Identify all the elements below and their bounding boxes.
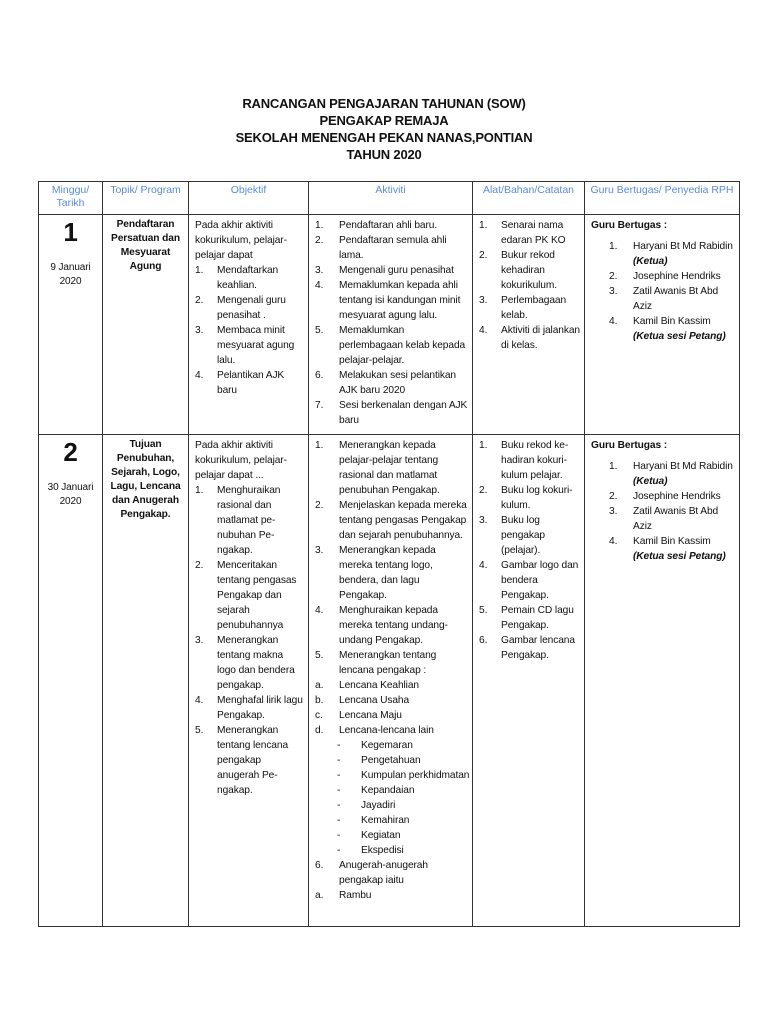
- doc-title-line2: PENGAKAP REMAJA: [319, 113, 449, 128]
- teacher-role: (Ketua sesi Petang): [633, 331, 726, 342]
- list-item: [195, 293, 304, 323]
- teacher-item: [609, 459, 735, 489]
- objektif-intro: Pada akhir aktiviti kokurikulum, pelajar-pelajar dapat ...: [195, 440, 287, 481]
- item-marker: -: [337, 755, 341, 766]
- item-text: Menerangkan kepada pelajar-pelajar tentang rasional dan matlamat penubuhan Pengakap.: [339, 440, 440, 496]
- item-number: a.: [315, 680, 324, 691]
- list-item: [195, 558, 304, 633]
- item-number: 2.: [195, 560, 204, 571]
- header-topik: Topik/ Program: [103, 182, 189, 215]
- item-text: Lencana-lencana lain: [339, 725, 434, 736]
- list-item: [195, 323, 304, 368]
- item-number: 3.: [315, 545, 324, 556]
- header-aktiviti: Aktiviti: [309, 182, 473, 215]
- teacher-number: 4.: [609, 536, 618, 547]
- item-marker: -: [337, 800, 341, 811]
- week-date: 9 Januari 2020: [50, 262, 91, 287]
- teacher-name: Haryani Bt Md Rabidin: [633, 461, 733, 472]
- cell-objektif: [189, 435, 309, 927]
- teacher-number: 3.: [609, 506, 618, 517]
- list-item: [315, 678, 468, 693]
- list-item: [195, 263, 304, 293]
- list-item: [315, 368, 468, 398]
- item-text: Anugerah-anugerah pengakap iaitu: [339, 860, 428, 886]
- list-item: [315, 263, 468, 278]
- item-text: Buku log kokuri-kulum.: [501, 485, 573, 511]
- item-text: Menerangkan tentang makna logo dan bendera pengakap.: [217, 635, 295, 691]
- list-item: [479, 483, 580, 513]
- item-text: Gambar logo dan bendera Pengakap.: [501, 560, 579, 601]
- item-number: 4.: [479, 560, 488, 571]
- item-number: 1.: [195, 265, 204, 276]
- list-item: [315, 398, 468, 428]
- teacher-name: Zatil Awanis Bt Abd Aziz: [633, 506, 719, 532]
- list-item: [315, 888, 468, 903]
- item-number: 3.: [195, 325, 204, 336]
- item-text: Menghuraikan kepada mereka tentang undang-undang Pengakap.: [339, 605, 448, 646]
- item-text: Menerangkan tentang lencana pengakap :: [339, 650, 437, 676]
- list-item: [479, 438, 580, 483]
- list-item: [195, 633, 304, 693]
- guru-list: [585, 453, 739, 564]
- objektif-list: [189, 483, 308, 798]
- lencana-list: [309, 678, 472, 738]
- item-number: 6.: [315, 370, 324, 381]
- teacher-item: [609, 489, 735, 504]
- item-text: Pelantikan AJK baru: [217, 370, 285, 396]
- list-item: [479, 558, 580, 603]
- item-text: Aktiviti di jalankan di kelas.: [501, 325, 580, 351]
- anugerah-list: [309, 888, 472, 903]
- item-number: 2.: [195, 295, 204, 306]
- list-item: [337, 783, 472, 798]
- item-text: Buku log pengakap (pelajar).: [501, 515, 545, 556]
- item-text: Kepandaian: [361, 785, 415, 796]
- item-number: 5.: [315, 650, 324, 661]
- item-text: Pengetahuan: [361, 755, 421, 766]
- list-item: [337, 768, 472, 783]
- list-item: [315, 648, 468, 678]
- item-text: Bukur rekod kehadiran kokurikulum.: [501, 250, 557, 291]
- objektif-list: [189, 263, 308, 398]
- item-text: Kegemaran: [361, 740, 413, 751]
- objektif-intro: Pada akhir aktiviti kokurikulum, pelajar-pelajar dapat: [195, 220, 287, 261]
- item-number: 2.: [315, 500, 324, 511]
- item-number: 3.: [479, 295, 488, 306]
- teacher-name: Josephine Hendriks: [633, 271, 721, 282]
- item-number: 7.: [315, 400, 324, 411]
- item-number: 4.: [479, 325, 488, 336]
- table-header-row: [39, 182, 740, 215]
- item-text: Mengenali guru penasihat .: [217, 295, 286, 321]
- aktiviti-list: [309, 438, 472, 678]
- item-text: Menghafal lirik lagu Pengakap.: [217, 695, 303, 721]
- item-text: Kemahiran: [361, 815, 410, 826]
- teacher-item: [609, 534, 735, 564]
- item-number: 3.: [195, 635, 204, 646]
- cell-alat: [473, 435, 585, 927]
- teacher-item: [609, 284, 735, 314]
- item-marker: -: [337, 785, 341, 796]
- list-item: [195, 368, 304, 398]
- item-text: Membaca minit mesyuarat agung lalu.: [217, 325, 295, 366]
- list-item: [479, 218, 580, 248]
- table-row: [39, 435, 740, 927]
- item-text: Pemain CD lagu Pengakap.: [501, 605, 574, 631]
- header-guru: Guru Bertugas/ Penyedia RPH: [585, 182, 740, 215]
- aktiviti-list-cont: [309, 858, 472, 888]
- item-text: Buku rekod ke-hadiran kokuri-kulum pelajar.: [501, 440, 569, 481]
- list-item: [315, 218, 468, 233]
- item-text: Menerangkan tentang lencana pengakap anugerah Pe-ngakap.: [217, 725, 289, 796]
- item-number: 1.: [195, 485, 204, 496]
- cell-guru: [585, 215, 740, 435]
- list-item: [315, 278, 468, 323]
- item-number: 1.: [479, 440, 488, 451]
- item-number: 2.: [479, 485, 488, 496]
- item-text: Gambar lencana Pengakap.: [501, 635, 575, 661]
- teacher-role: (Ketua): [633, 256, 668, 267]
- item-number: 3.: [479, 515, 488, 526]
- list-item: [195, 693, 304, 723]
- teacher-number: 2.: [609, 491, 618, 502]
- teacher-role: (Ketua): [633, 476, 668, 487]
- item-number: d.: [315, 725, 324, 736]
- list-item: [315, 543, 468, 603]
- teacher-name: Josephine Hendriks: [633, 491, 721, 502]
- list-item: [479, 323, 580, 353]
- list-item: [337, 738, 472, 753]
- item-text: Pendaftaran semula ahli lama.: [339, 235, 447, 261]
- list-item: [315, 858, 468, 888]
- item-text: Jayadiri: [361, 800, 396, 811]
- teacher-item: [609, 239, 735, 269]
- item-number: 2.: [479, 250, 488, 261]
- item-marker: -: [337, 770, 341, 781]
- guru-heading: Guru Bertugas :: [591, 440, 668, 451]
- list-item: [315, 693, 468, 708]
- item-text: Kegiatan: [361, 830, 401, 841]
- teacher-name: Kamil Bin Kassim: [633, 316, 711, 327]
- item-text: Rambu: [339, 890, 372, 901]
- list-item: [337, 798, 472, 813]
- item-text: Sesi berkenalan dengan AJK baru: [339, 400, 468, 426]
- item-text: Ekspedisi: [361, 845, 404, 856]
- header-alat: Alat/Bahan/Catatan: [473, 182, 585, 215]
- item-number: 4.: [195, 370, 204, 381]
- list-item: [315, 233, 468, 263]
- item-number: 1.: [479, 220, 488, 231]
- aktiviti-list: [309, 218, 472, 428]
- doc-title-line1: RANCANGAN PENGAJARAN TAHUNAN (SOW): [242, 96, 526, 111]
- cell-week: [39, 215, 103, 435]
- cell-guru: [585, 435, 740, 927]
- item-text: Lencana Maju: [339, 710, 402, 721]
- list-item: [337, 813, 472, 828]
- item-number: 1.: [315, 440, 324, 451]
- guru-list: [585, 233, 739, 344]
- list-item: [315, 603, 468, 648]
- teacher-name: Kamil Bin Kassim: [633, 536, 711, 547]
- item-number: 5.: [479, 605, 488, 616]
- item-number: 3.: [315, 265, 324, 276]
- teacher-item: [609, 504, 735, 534]
- teacher-item: [609, 269, 735, 284]
- list-item: [479, 513, 580, 558]
- item-number: 5.: [195, 725, 204, 736]
- item-number: 6.: [315, 860, 324, 871]
- cell-objektif: [189, 215, 309, 435]
- item-text: Melakukan sesi pelantikan AJK baru 2020: [339, 370, 456, 396]
- item-marker: -: [337, 815, 341, 826]
- item-text: Perlembagaan kelab.: [501, 295, 567, 321]
- item-text: Kumpulan perkhidmatan: [361, 770, 470, 781]
- item-text: Pendaftaran ahli baru.: [339, 220, 438, 231]
- item-text: Lencana Usaha: [339, 695, 410, 706]
- cell-week: [39, 435, 103, 927]
- list-item: [479, 293, 580, 323]
- teacher-name: Haryani Bt Md Rabidin: [633, 241, 733, 252]
- week-date: 30 Januari 2020: [47, 482, 94, 507]
- teacher-name: Zatil Awanis Bt Abd Aziz: [633, 286, 719, 312]
- sow-table: [38, 181, 740, 927]
- item-number: 6.: [479, 635, 488, 646]
- teacher-number: 1.: [609, 461, 618, 472]
- list-item: [315, 708, 468, 723]
- doc-title-line3: SEKOLAH MENENGAH PEKAN NANAS,PONTIAN: [235, 130, 533, 145]
- item-text: Mengenali guru penasihat: [339, 265, 454, 276]
- list-item: [315, 723, 468, 738]
- week-number: 2: [63, 437, 78, 467]
- list-item: [337, 828, 472, 843]
- item-text: Memaklumkan kepada ahli tentang isi kandungan minit mesyuarat agung lalu.: [339, 280, 461, 321]
- item-text: Senarai nama edaran PK KO: [501, 220, 566, 246]
- guru-heading: Guru Bertugas :: [591, 220, 668, 231]
- table-row: [39, 215, 740, 435]
- list-item: [315, 498, 468, 543]
- list-item: [479, 248, 580, 293]
- alat-list: [473, 438, 584, 663]
- list-item: [337, 753, 472, 768]
- item-marker: -: [337, 830, 341, 841]
- topic-text: Pendaftaran Persatuan dan Mesyuarat Agung: [111, 219, 180, 272]
- list-item: [479, 633, 580, 663]
- header-minggu: Minggu/ Tarikh: [39, 182, 103, 215]
- item-text: Menerangkan kepada mereka tentang logo, bendera, dan lagu Pengakap.: [339, 545, 436, 601]
- item-number: 4.: [195, 695, 204, 706]
- item-number: 2.: [315, 235, 324, 246]
- week-number: 1: [63, 217, 78, 247]
- teacher-item: [609, 314, 735, 344]
- item-number: a.: [315, 890, 324, 901]
- item-number: 4.: [315, 605, 324, 616]
- cell-aktiviti: [309, 215, 473, 435]
- item-number: b.: [315, 695, 324, 706]
- item-number: c.: [315, 710, 323, 721]
- cell-alat: [473, 215, 585, 435]
- doc-title-line4: TAHUN 2020: [346, 147, 422, 162]
- list-item: [315, 438, 468, 498]
- item-marker: -: [337, 740, 341, 751]
- alat-list: [473, 218, 584, 353]
- item-number: 5.: [315, 325, 324, 336]
- item-text: Mendaftarkan keahlian.: [217, 265, 279, 291]
- header-objektif: Objektif: [189, 182, 309, 215]
- item-number: 1.: [315, 220, 324, 231]
- teacher-role: (Ketua sesi Petang): [633, 551, 726, 562]
- item-text: Lencana Keahlian: [339, 680, 419, 691]
- teacher-number: 3.: [609, 286, 618, 297]
- list-item: [337, 843, 472, 858]
- item-text: Memaklumkan perlembagaan kelab kepada pelajar-pelajar.: [339, 325, 466, 366]
- item-text: Menceritakan tentang pengasas Pengakap dan sejarah penubuhannya: [217, 560, 297, 631]
- list-item: [479, 603, 580, 633]
- teacher-number: 4.: [609, 316, 618, 327]
- cell-topic: [103, 215, 189, 435]
- item-text: Menghuraikan rasional dan matlamat pe-nubuhan Pe-ngakap.: [217, 485, 281, 556]
- list-item: [315, 323, 468, 368]
- cell-topic: [103, 435, 189, 927]
- lencana-lain-list: [309, 738, 472, 858]
- item-number: 4.: [315, 280, 324, 291]
- teacher-number: 2.: [609, 271, 618, 282]
- item-marker: -: [337, 845, 341, 856]
- cell-aktiviti: [309, 435, 473, 927]
- topic-text: Tujuan Penubuhan, Sejarah, Logo, Lagu, Lencana dan Anugerah Pengakap.: [110, 439, 181, 520]
- list-item: [195, 483, 304, 558]
- list-item: [195, 723, 304, 798]
- item-text: Menjelaskan kepada mereka tentang pengasas Pengakap dan sejarah penubuhannya.: [339, 500, 467, 541]
- teacher-number: 1.: [609, 241, 618, 252]
